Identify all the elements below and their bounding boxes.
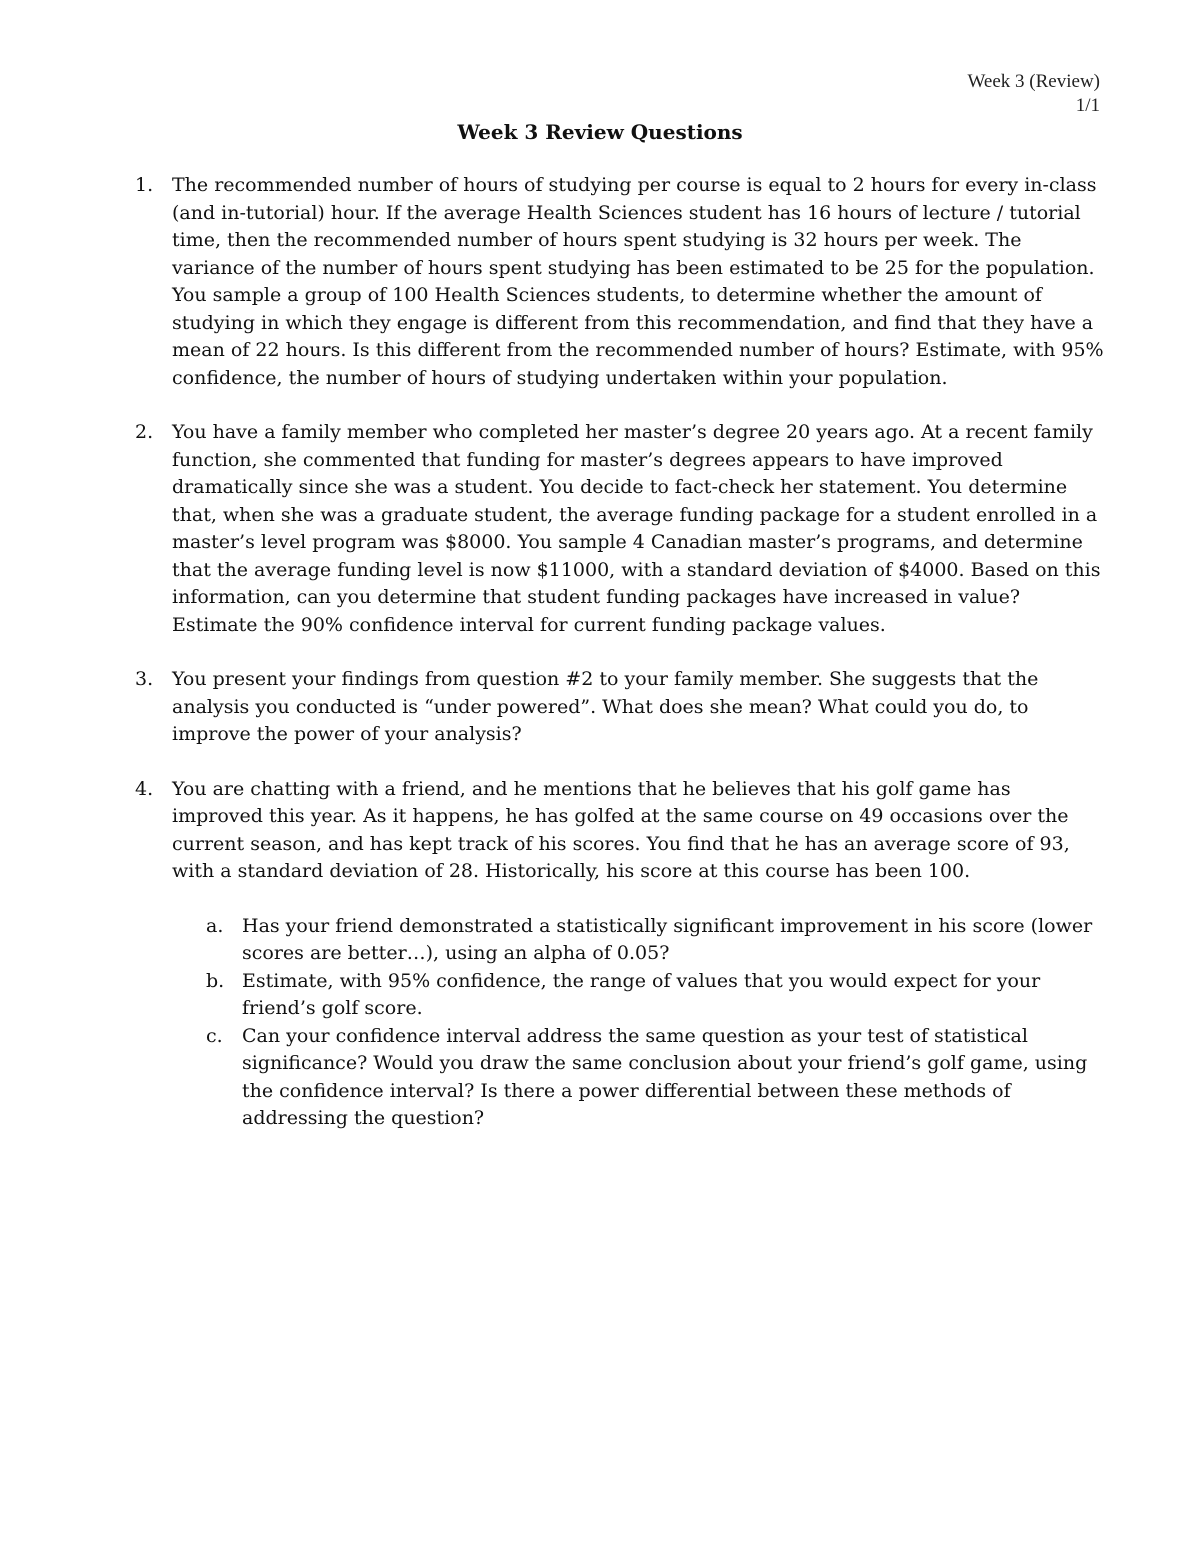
question-number: 4. bbox=[135, 777, 154, 800]
question-1 bbox=[135, 172, 1107, 392]
sub-question-c bbox=[206, 1023, 1107, 1133]
sub-question-letter: c. bbox=[206, 1024, 223, 1047]
question-number: 3. bbox=[135, 668, 154, 690]
question-number: 2. bbox=[135, 421, 154, 443]
sub-question-list bbox=[172, 913, 1107, 1133]
question-list bbox=[135, 172, 1107, 1160]
page-header bbox=[968, 70, 1100, 118]
header-page-number: 1/1 bbox=[1075, 95, 1100, 116]
sub-question-text: Can your confidence interval address the same question as your test of statistical significance? Would you draw the same conclusion about your friend’s golf game, using the confidence interval? Is there a power differential between these methods of addressing the question? bbox=[242, 1024, 1088, 1129]
header-week-label: Week 3 (Review) bbox=[967, 71, 1100, 92]
sub-question-letter: b. bbox=[206, 969, 225, 992]
question-3 bbox=[135, 666, 1107, 749]
question-4 bbox=[135, 776, 1107, 1133]
question-text: The recommended number of hours of studying per course is equal to 2 hours for every in-class (and in-tutorial) hour. If the average Health Sciences student has 16 hours of lecture / tutorial time, then the recommended number of hours spent studying is 32 hours per week. The variance of the number of hours spent studying has been estimated to be 25 for the population. You sample a group of 100 Health Sciences students, to determine whether the amount of studying in which they engage is different from this recommendation, and find that they have a mean of 22 hours. Is this different from the recommended number of hours? Estimate, with 95% confidence, the number of hours of studying undertaken within your population. bbox=[172, 174, 1104, 389]
question-text: You are chatting with a friend, and he mentions that he believes that his golf game has improved this year. As it happens, he has golfed at the same course on 49 occasions over the current season, and has kept track of his scores. You find that he has an average score of 93, with a standard deviation of 28. Historically, his score at this course has been 100. bbox=[172, 777, 1070, 882]
sub-question-b bbox=[206, 968, 1107, 1023]
question-2 bbox=[135, 419, 1107, 639]
sub-question-text: Estimate, with 95% confidence, the range of values that you would expect for your friend’s golf score. bbox=[242, 969, 1041, 1019]
sub-question-a bbox=[206, 913, 1107, 968]
question-text: You present your findings from question #2 to your family member. She suggests that the analysis you conducted is “under powered”. What does she mean? What could you do, to improve the power of your analysis? bbox=[172, 668, 1039, 745]
sub-question-text: Has your friend demonstrated a statistically significant improvement in his score (lower scores are better…), using an alpha of 0.05? bbox=[242, 914, 1093, 964]
page-title: Week 3 Review Questions bbox=[457, 120, 743, 144]
sub-question-letter: a. bbox=[206, 914, 224, 937]
question-number: 1. bbox=[135, 174, 154, 196]
question-text: You have a family member who completed her master’s degree 20 years ago. At a recent family function, she commented that funding for master’s degrees appears to have improved dramatically since she was a student. You decide to fact-check her statement. You determine that, when she was a graduate student, the average funding package for a student enrolled in a master’s level program was $8000. You sample 4 Canadian master’s programs, and determine that the average funding level is now $11000, with a standard deviation of $4000. Based on this information, can you determine that student funding packages have increased in value? Estimate the 90% confidence interval for current funding package values. bbox=[172, 421, 1101, 636]
